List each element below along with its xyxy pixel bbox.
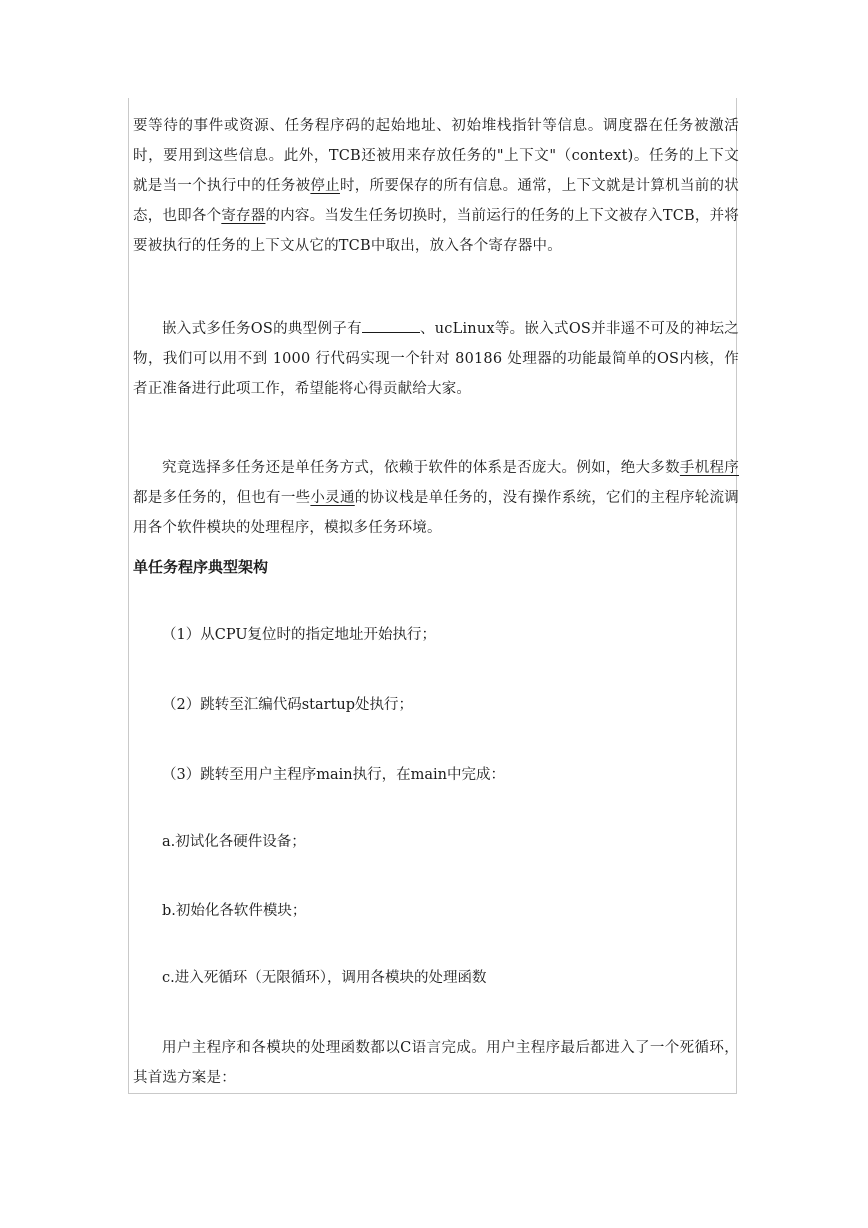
fill-in-blank <box>362 318 420 333</box>
paragraph-text: 都是多任务的，但也有一些 <box>133 490 311 506</box>
link-phs[interactable]: 小灵通 <box>310 490 355 506</box>
step-item: （3）跳转至用户主程序main执行，在main中完成： <box>162 767 505 783</box>
paragraph-text: 的内容。当发生任务切换时，当前运行的任务的上下文被存入TCB，并将要被执行的任务的上下文从它的TCB中取出，放入各个寄存器中。 <box>133 208 739 254</box>
paragraph-text: 、ucLinux等。嵌入式OS并非遥不可及的神坛之物，我们可以用不到 1000 行代码实现一个针对 80186 处理器的功能最简单的OS内核，作者正准备进行此项工作，希望能将心得贡献给大家。 <box>133 321 739 397</box>
step-item: （2）跳转至汇编代码startup处执行； <box>162 697 414 713</box>
step-item: b.初始化各软件模块； <box>162 903 307 919</box>
paragraph-tcb-context <box>133 111 739 261</box>
step-item: a.初试化各硬件设备； <box>162 834 306 850</box>
link-register[interactable]: 寄存器 <box>221 208 266 224</box>
step-item: （1）从CPU复位时的指定地址开始执行； <box>162 627 437 643</box>
paragraph-text: 嵌入式多任务OS的典型例子有 <box>162 321 362 337</box>
paragraph-text: 的协议栈是单任务的，没有操作系统，它们的主程序轮流调用各个软件模块的处理程序，模拟多任务环境。 <box>133 490 739 536</box>
paragraph-text: 究竟选择多任务还是单任务方式，依赖于软件的体系是否庞大。例如，绝大多数 <box>162 460 680 476</box>
paragraph-text: 要等待的事件或资源、任务程序码的起始地址、初始堆栈指针等信息。调度器在任务被激活时，要用到这些信息。此外，TCB还被用来存放任务的"上下文"（context)。任务的上下文就是当一个执行中的任务被 <box>133 118 739 194</box>
paragraph-embedded-os <box>133 314 739 404</box>
paragraph-task-choice <box>133 453 739 543</box>
link-stop[interactable]: 停止 <box>310 178 340 194</box>
paragraph-main-loop: 用户主程序和各模块的处理函数都以C语言完成。用户主程序最后都进入了一个死循环，其首选方案是： <box>133 1040 739 1086</box>
step-item: c.进入死循环（无限循环），调用各模块的处理函数 <box>162 970 487 986</box>
section-heading: 单任务程序典型架构 <box>133 558 269 576</box>
link-mobile-program[interactable]: 手机程序 <box>679 460 739 476</box>
paragraph-text: 时，所要保存的所有信息。通常，上下文就是计算机当前的状态，也即各个 <box>133 178 739 224</box>
